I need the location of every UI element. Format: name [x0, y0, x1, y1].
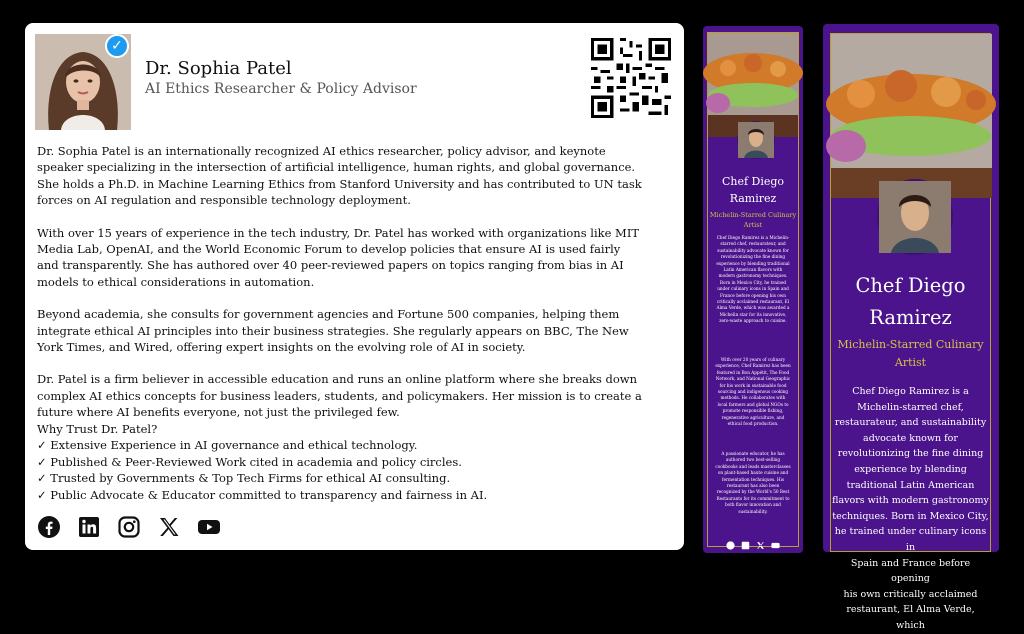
- bookmark-large: [823, 24, 999, 631]
- bookmark-small-bio-2: With over 20 years of culinary experience, Chef Ramirez has been featured in Bon Appétit, The Food Network, and National Geographic for his work in sustainable food sourcing and indigenous cooking methods. He collaborates with local farmers and global NGOs to promote responsible fishing, regenerative agriculture, and ethical food production.: [715, 357, 791, 427]
- instagram-icon[interactable]: [117, 515, 141, 539]
- bookmark-large-subtitle: [831, 336, 990, 372]
- qr-code-icon[interactable]: [591, 38, 671, 118]
- name-line: Ramirez: [729, 192, 777, 205]
- bio-line: restaurant, El Alma Verde, which: [846, 604, 975, 631]
- facebook-icon[interactable]: [726, 535, 735, 544]
- bookmark-large-name: [831, 270, 990, 334]
- bio-line: techniques. Born in Mexico City,: [832, 510, 989, 522]
- bio-line: revolutionizing the fine dining: [837, 448, 984, 460]
- bookmark-small: [703, 26, 803, 553]
- linkedin-icon[interactable]: [741, 535, 750, 544]
- youtube-icon[interactable]: [771, 535, 780, 544]
- bio-paragraph: Dr. Patel is a firm believer in accessible education and runs an online platform where she breaks down complex AI ethics concepts for business leaders, students, and policymakers. Her mission is to create a future where AI benefits everyone, not just the privileged few.: [37, 372, 642, 420]
- youtube-icon[interactable]: [197, 515, 221, 539]
- linkedin-icon[interactable]: [77, 515, 101, 539]
- bio-line: restaurateur, and sustainability: [834, 417, 987, 429]
- bio-line: he trained under culinary icons in: [834, 526, 987, 553]
- bookmark-small-socials: [708, 535, 798, 544]
- bio-line: his own critically acclaimed: [843, 588, 978, 600]
- bio-line: Chef Diego Ramirez is a: [852, 386, 969, 397]
- bio-line: advocate known for: [863, 432, 958, 444]
- subtitle-line: Artist: [894, 356, 927, 369]
- subtitle-line: Michelin-Starred Culinary: [837, 338, 984, 351]
- facebook-icon[interactable]: [37, 515, 61, 539]
- bookmark-large-frame: [830, 33, 991, 631]
- bio-paragraph: Beyond academia, she consults for government agencies and Fortune 500 companies, helping them integrate ethical AI principles into their business strategies. She regularly appears on BBC, The New York Times, and Wired, offering expert insights on the evolving role of AI in society.: [37, 307, 629, 355]
- social-links: [37, 515, 221, 539]
- name-line: Chef Diego: [721, 175, 785, 188]
- chef-avatar-small: [737, 121, 775, 159]
- bio-paragraph: Dr. Sophia Patel is an internationally recognized AI ethics researcher, policy advisor, and keynote speaker specializing in the intersection of artificial intelligence, human rights, and global governance. She holds a Ph.D. in Machine Learning Ethics from Stanford University and has contributed to UN task forces on AI regulation and responsible technology deployment.: [37, 144, 642, 208]
- profile-bio: [37, 143, 645, 437]
- verified-check-badge-icon: ✓: [105, 34, 129, 58]
- name-line: Ramirez: [869, 306, 952, 329]
- bookmark-small-bio-3: A passionate educator, he has authored two best-selling cookbooks and leads masterclasses on plant-based haute cuisine and fermentation techniques. His restaurant has also been recognized by the World's 50 Best Restaurants for its commitment to both flavor innovation and sustainability.: [715, 451, 791, 514]
- bio-line: experience by blending: [854, 463, 967, 475]
- subtitle-line: Michelin-Starred Culinary: [709, 211, 797, 219]
- why-trust-section: [37, 421, 637, 503]
- chef-avatar-large: [877, 179, 953, 255]
- bookmark-small-frame: [707, 32, 799, 547]
- bookmark-small-bio-1: Chef Diego Ramirez is a Michelin-starred chef, restaurateur, and sustainability advocate known for revolutionizing the fine dining experience by blending traditional Latin American flavors with modern gastronomy techniques. Born in Mexico City, he trained under culinary icons in Spain and France before opening his own critically acclaimed restaurant, El Alma Verde, which was awarded a Michelin star for its innovative, zero-waste approach to cuisine.: [716, 235, 790, 324]
- profile-card: [25, 23, 684, 550]
- bio-line: Michelin-starred chef,: [857, 401, 964, 413]
- name-line: Chef Diego: [855, 274, 966, 297]
- bio-paragraph: With over 15 years of experience in the tech industry, Dr. Patel has worked with organizations like MIT Media Lab, OpenAI, and the World Economic Forum to develop policies that ensure AI is used fairly and transparently. She has authored over 40 peer-reviewed papers on topics ranging from bias in AI models to ethical considerations in automation.: [37, 225, 640, 289]
- bookmark-small-subtitle: [708, 210, 798, 230]
- bio-line: Spain and France before opening: [850, 557, 971, 585]
- x-icon[interactable]: [756, 535, 765, 544]
- why-trust-item: ✓ Extensive Experience in AI governance and ethical technology.: [37, 438, 418, 453]
- profile-title: AI Ethics Researcher & Policy Advisor: [145, 81, 417, 97]
- food-image: [831, 34, 990, 198]
- why-trust-item: ✓ Trusted by Governments & Top Tech Firms for ethical AI consulting.: [37, 471, 451, 486]
- why-trust-title: Why Trust Dr. Patel?: [37, 422, 158, 436]
- bio-line: flavors with modern gastronomy: [832, 495, 989, 507]
- bookmark-small-name: [708, 173, 798, 207]
- x-icon[interactable]: [157, 515, 181, 539]
- bio-line: traditional Latin American: [846, 479, 975, 491]
- why-trust-item: ✓ Public Advocate & Educator committed to transparency and fairness in AI.: [37, 487, 488, 502]
- profile-name: Dr. Sophia Patel: [145, 58, 292, 79]
- subtitle-line: Artist: [743, 221, 763, 229]
- why-trust-item: ✓ Published & Peer-Reviewed Work cited in academia and policy circles.: [37, 454, 462, 469]
- bookmark-large-bio: [831, 384, 990, 634]
